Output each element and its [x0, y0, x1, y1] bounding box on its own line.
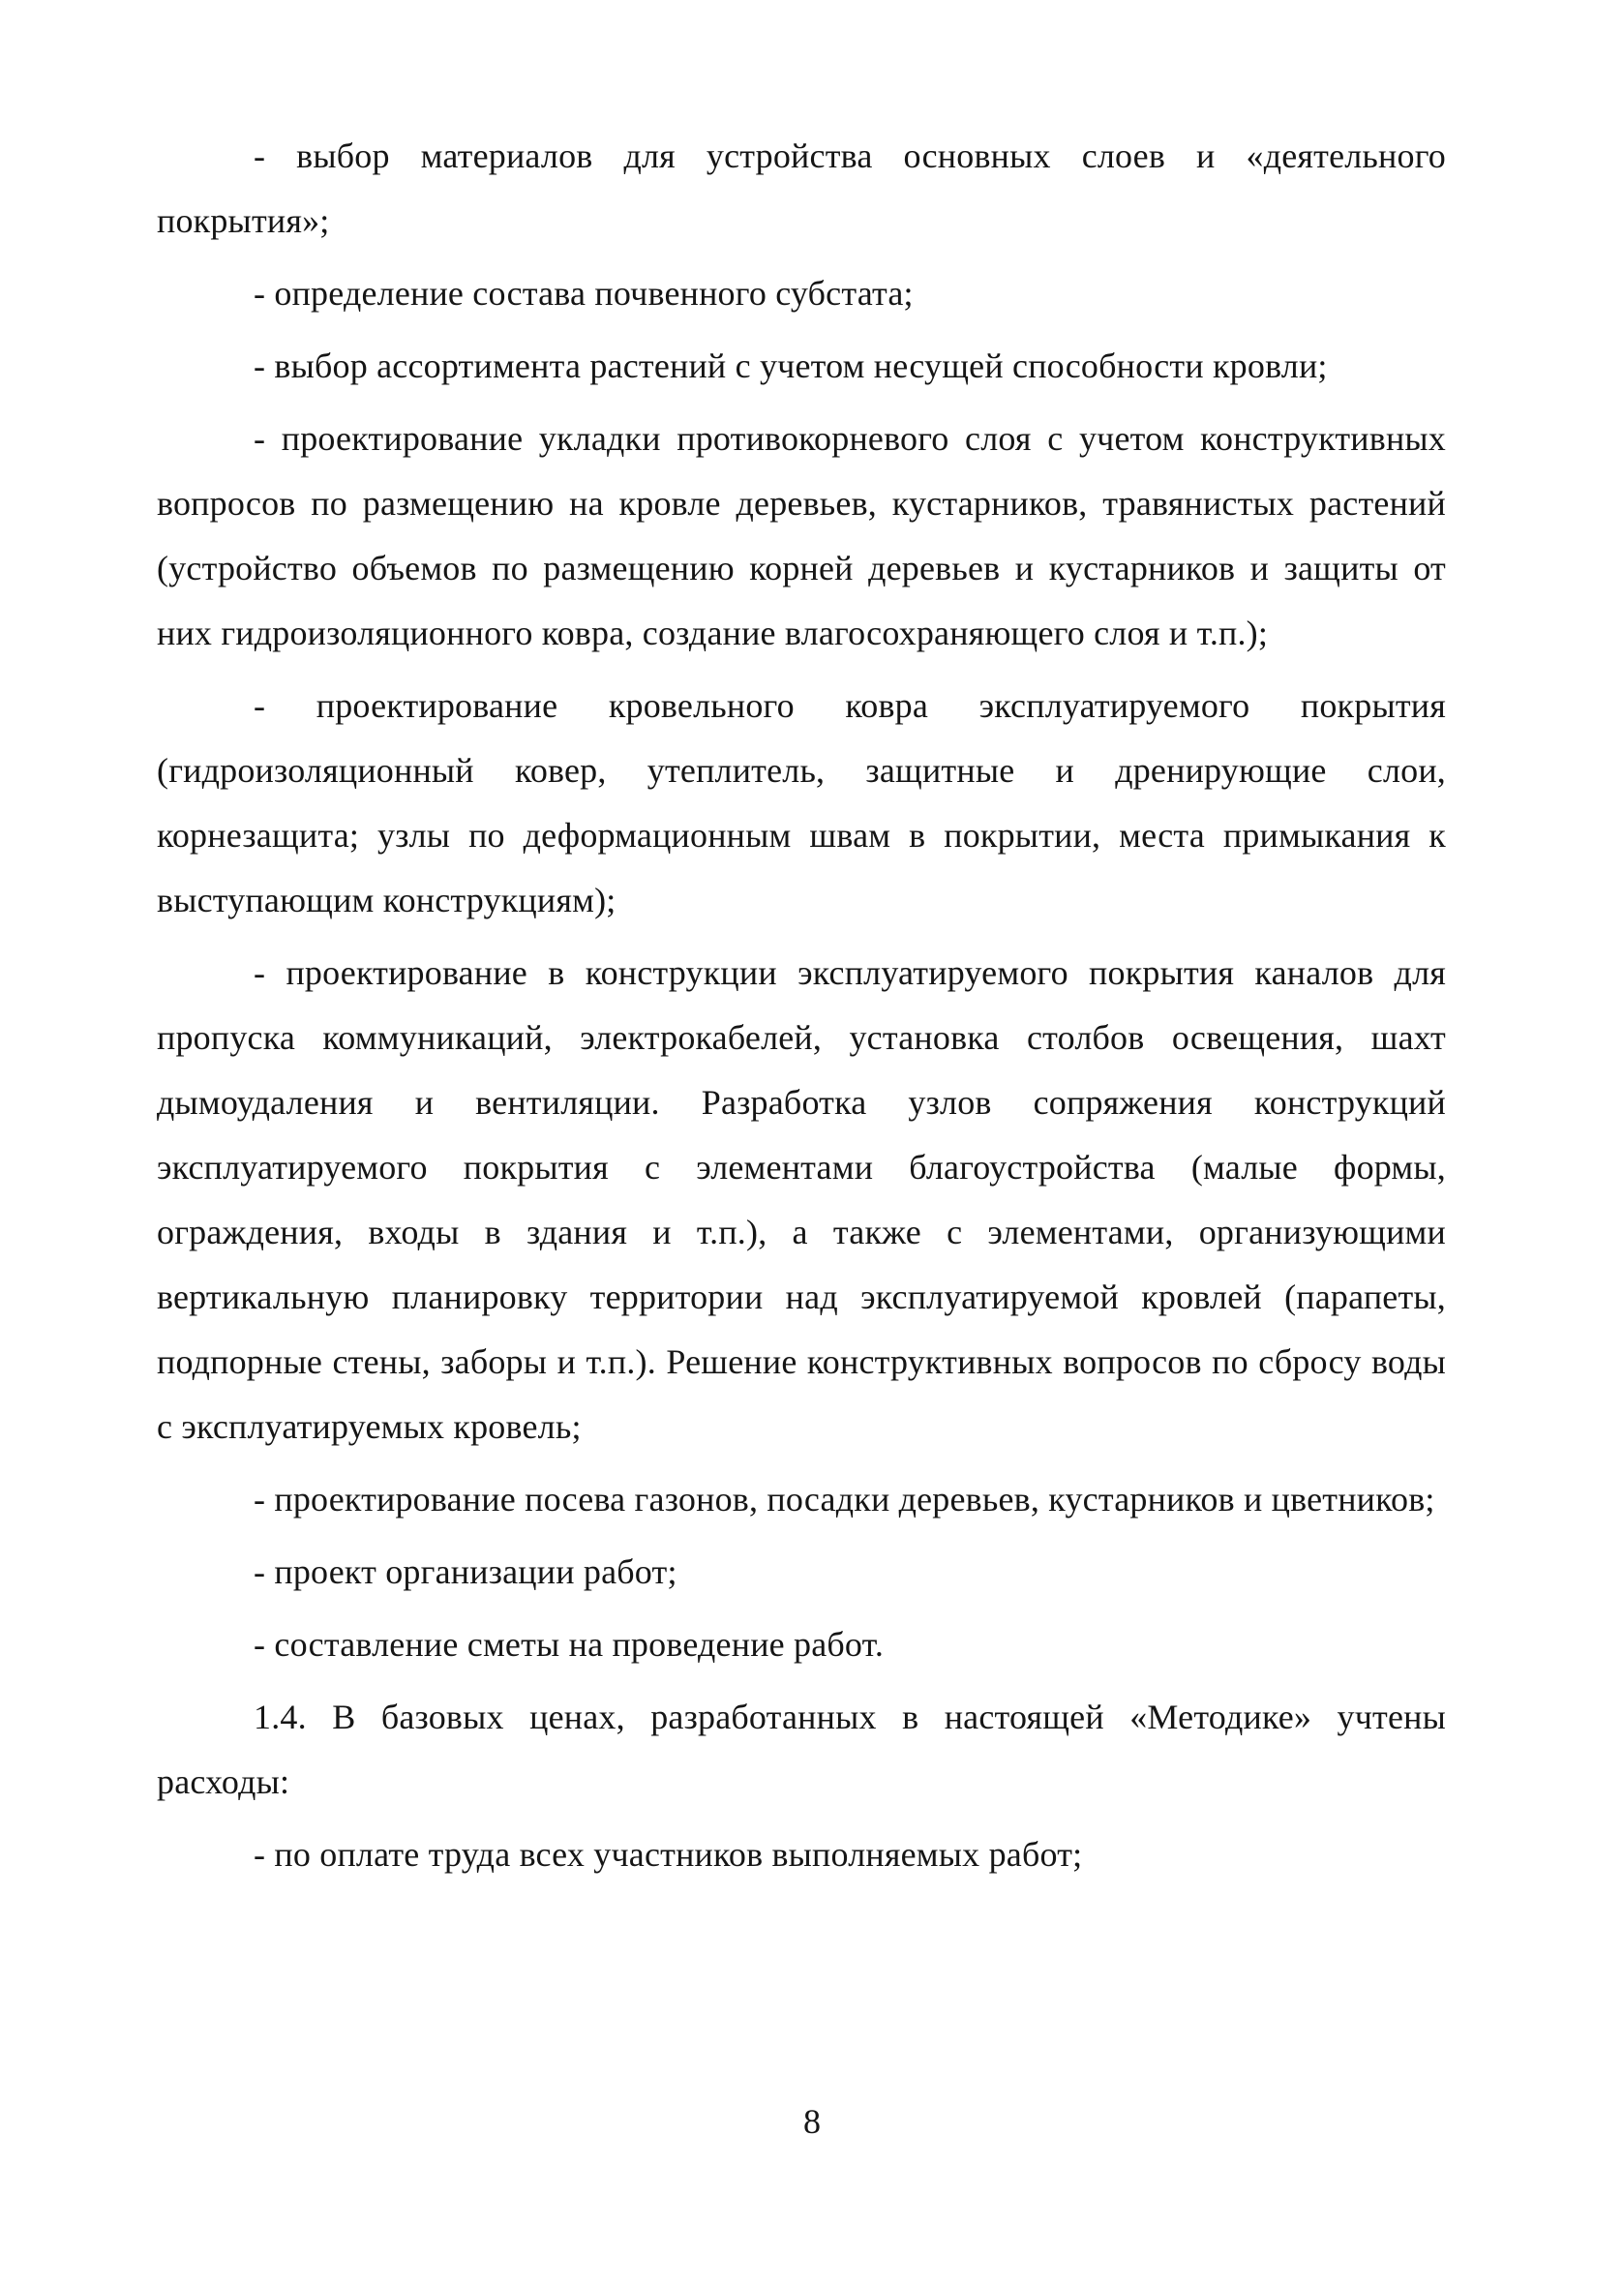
paragraph-labor-costs: - по оплате труда всех участников выполняемых работ;	[254, 1835, 1083, 1874]
paragraph-materials: - выбор материалов для устройства основных слоев и «деятельного покрытия»;	[157, 136, 1446, 240]
paragraph-roofing-carpet: - проектирование кровельного ковра эксплуатируемого покрытия (гидроизоляционный ковер, утеплитель, защитные и дренирующие слои, корнезащита; узлы по деформационным швам в покрытии, места примыкания к выступающим конструкциям);	[157, 686, 1446, 919]
paragraph-substrate: - определение состава почвенного субстата;	[254, 274, 914, 313]
paragraph-planting: - проектирование посева газонов, посадки деревьев, кустарников и цветников;	[254, 1480, 1435, 1519]
paragraph-work-organization: - проект организации работ;	[254, 1552, 677, 1591]
page-number: 8	[803, 2102, 821, 2141]
paragraph-channels-and-nodes: - проектирование в конструкции эксплуатируемого покрытия каналов для пропуска коммуникаций, электрокабелей, установка столбов освещения, шахт дымоудаления и вентиляции. Разработка узлов сопряжения конструкций эксплуатируемого покрытия с элементами благоустройства (малые формы, ограждения, входы в здания и т.п.), а также с элементами, организующими вертикальную планировку территории над эксплуатируемой кровлей (парапеты, подпорные стены, заборы и т.п.). Решение конструктивных вопросов по сбросу воды с эксплуатируемых кровель;	[157, 953, 1446, 1446]
document-page	[157, 124, 1446, 2282]
paragraph-root-barrier: - проектирование укладки противокорневого слоя с учетом конструктивных вопросов по размещению на кровле деревьев, кустарников, травянистых растений (устройство объемов по размещению корней деревьев и кустарников и защиты от них гидроизоляционного ковра, создание влагосохраняющего слоя и т.п.);	[157, 419, 1446, 652]
paragraph-section-1-4: 1.4. В базовых ценах, разработанных в настоящей «Методике» учтены расходы:	[157, 1698, 1446, 1801]
paragraph-plant-assortment: - выбор ассортимента растений с учетом несущей способности кровли;	[254, 346, 1328, 385]
paragraph-estimate: - составление сметы на проведение работ.	[254, 1625, 885, 1664]
